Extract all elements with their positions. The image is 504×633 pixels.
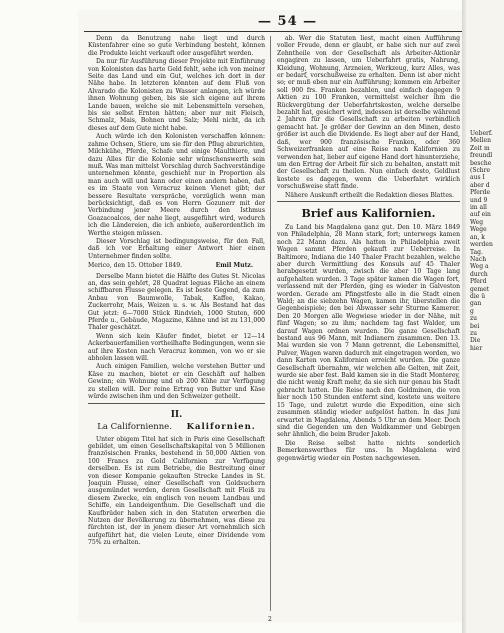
adjacent-page-line: Ueberf. (470, 130, 493, 137)
left-column (88, 35, 265, 548)
adjacent-page-line: werden (470, 241, 493, 249)
adjacent-page-line: gemet (470, 285, 490, 293)
adjacent-page-line: zu (470, 329, 478, 337)
paragraph: Auch einigen Familien, welche verstehen Butter und Käse zu machen, bietet er ein Geschäft auf halben Gewinn; ein Wohnung und ob 200 Kühe zur Verfügung zu stellen will. Der reine Ertrag von Butter und Käse würde zwischen ihm und den Schweizer getheilt. (88, 363, 265, 401)
paragraph: Nähere Auskunft ertheilt die Redaktion dieses Blattes. (285, 191, 454, 199)
adjacent-page-line: hier (470, 344, 483, 352)
adjacent-page-line: Pferd (470, 278, 487, 286)
paragraph: Denn da Benutzung nahe liegt und durch Küstenfahrer eine so gute Verbindung besteht, können die Produkte leicht verkauft oder ausgeführt werden. (88, 35, 265, 57)
paragraph: ab. Wer die Statuten liest, macht einen Aufführung voller Freude, denn er glaubt, er habe sich nur auf zwei Zehntheile von der Gesellschaft als Arbeiter-Aktionär engagiren zu lassen, um Ueberfahrt gratis, Nahrung, Kleidung, Wohnung, Arzneien, Werkzeug, kurz Alles, was er bedarf, vorschußweise zu erhalten. Denn ist aber nicht so; er muß eben nur ein Aufführung; kommen ein Arbeiter soll 900 frs. Franken bezahlen, und einfach dagegen 9 Aktien zu 100 Franken, vermittelst welcher ihm die Rückvergütung der Ueberfahrtskosten, welche derselbe bezahlt hat, gesichert wird, indessen ist derselbe während 2 Jahren für die Gesellschaft zu arbeiten verbindlich gemacht hat. Je größer der Gewinn an den Minen, desto größer ist auch die Dividende. Es liegt aber auf der Hand, daß, wer 900 französische Franken, oder 360 Schweizerfranken auf eine Reise nach Kalifornien zu verwenden hat, lieber auf eigene Hand dort hinunterziehe, um den Ertrag der Arbeit für sich zu behalten, anstatt mit der Gesellschaft zu theilen. Nun einfach desto, Geldlust kostete es dagegen, wenn die Ueberfahrt wirklich vorschußweise statt finde. (277, 35, 460, 191)
adjacent-page-line: die ü (470, 292, 486, 300)
right-bottom-paragraphs (277, 224, 460, 462)
left-bottom-paragraphs (88, 436, 265, 547)
adjacent-page-line: und 9 (470, 196, 488, 204)
letter-title: Brief aus Kalifornien. (301, 206, 436, 220)
adjacent-page-line: durch (470, 270, 488, 278)
paragraph: Die Reise selbst hatte nichts sonderlich Bemerkenswerthes für uns. In Magdalena wird gegenwärtig wieder ein Posten nachgewiesen. (277, 439, 460, 462)
adjacent-page-line: Tag. (470, 248, 483, 256)
adjacent-page-line: zu (470, 315, 478, 323)
dateline (88, 262, 265, 269)
adjacent-page-line: Wege (470, 226, 487, 234)
left-top-paragraphs (88, 35, 265, 260)
column-divider (270, 36, 271, 611)
left-mid-paragraphs (88, 273, 265, 401)
right-top-paragraphs (277, 35, 460, 199)
adjacent-page-line: Die (470, 337, 481, 345)
section-rule (277, 201, 460, 202)
section-rule (88, 403, 265, 404)
adjacent-page-line: Weg (470, 218, 484, 226)
section-number: II. (170, 409, 183, 420)
adjacent-page-line: Nach (470, 255, 487, 263)
adjacent-page-line: g (470, 307, 474, 315)
adjacent-page-line: Mellen (470, 137, 491, 145)
paragraph: Auch würde ich den Kolonisten verschaffen können: zahme Ochsen, Stiere, um sie für den Pflug abzurichten, Milchkühe, Pferde, Schafe und einige Maulthiere, und dazu Alles für die Kolonie sehr wünschenswerth sein muß. Was man mittelst Vorschlag durch Sachverständige unternehmen könnte, geschieht nur in Proportion als man auch will und kann oder einen andern haben, daß es im Staate von Veracruz keinen Vienet gibt; der bessere Resultate verspräche, vorzüglich wenn man berücksichtigt, daß es von Herrn Gozunerr mit der Verbindung jener Meere durch den Isthmus Goazacoalcos, der nahe liegt, ausgeführt wird, wodurch ich die Ländereien, die ich anbiete, außerordentlich im Werthe steigen müssen. (88, 133, 265, 237)
article-headline (88, 422, 265, 433)
adjacent-page-line: bei (470, 322, 480, 330)
adjacent-page-line: aus I (470, 174, 485, 182)
paragraph: Dieser Vorschlag ist bedingungsweise, für den Fall, daß ich vor Erhaltung einer Antwort hier einen Unternehmer finden sollte. (88, 237, 265, 260)
dateline-place: Merico, den 15. Ottober 1849. (88, 262, 183, 270)
adjacent-page-line: freundl (470, 152, 493, 160)
adjacent-page-line: gan (470, 300, 482, 308)
page-number: — 54 — (258, 14, 318, 29)
adjacent-page-text (470, 130, 502, 352)
paragraph: Da nur für Ausführung dieser Projekte mit Einführung von Kolonisten das harte Geld fehlt, sehe ich von meiner Seite das Land und ein Gut, welches ich dort in der Nähe habe. In letzteren könnten auf dem Fluß von Alvarado die Kolonisten zu Wasser anlangen, ich würde ihnen Wohnung geben, bis sie sich eigene auf ihrem Lande bauen, welche sie mit Lebensmitteln versehen, bis sie selbst Ernten hätten; aber nur mit Fleisch, Schmalz, Mais, Bohnen und Salz; Mehl nicht, da ich dieses auf dem Gute nicht habe. (88, 58, 265, 132)
adjacent-page-line: Weg a (470, 263, 489, 271)
paragraph: Unter obigem Titel hat sich in Paris eine Gesellschaft gebildet, um einen Gesellschaftskapital von 5 Millionen französischen Franks, bestehend in 50,000 Aktien von 100 Francs zu Gold Californien zur Verfügung derselben. Es ist zum Betriebe, die Bestreitung einer von dieser Kompanie gekauften Strecke Landes in St. Joaquin Flusse, einer Gesellschaft von Goldsuchern ausgemündet werden, deren Gesellschaft mit Fleiß zu diesem Zwecke, ein englisch von neuem Landbau und Schiffe, ein Landeigenthum. Die Gesellschaft und die Kaufbrüder haben sich in den Statuten erwerben die Nutzen der Bevölkerung zu übernehmen, was diese zu fürchten ist, der in jenem dieser Art vornehmlich sich aufgeführt hat, die vielen Leute, einer Dividende vom 75% zu erhalten. (88, 435, 265, 547)
adjacent-page-line: aber d (470, 181, 490, 189)
adjacent-page-line: auf ein (470, 211, 491, 219)
adjacent-page-line: besche (470, 159, 492, 167)
signature-mark: 2 (268, 616, 272, 623)
paragraph: Derselbe Mann bietet die Hälfte des Gutes St. Nicolas an, das sein gehört, 28 Quadrat leguas Fläche an einem schiffbaren Flusse gelegen. Es ist beste Gegend, da zum Anbau von Baumwolle, Tabak, Kaffee, Kakao, Zuckerrohr, Mais, Weizen u. s. w. Als Bestand hat das Gut jetzt: 6—7000 Stück Rindvieh, 1000 Stuten, 600 Pferde u., Gebäude, Magazine, Kähne und ist zu 131,000 Thaler geschätzt. (88, 272, 265, 332)
headline-latin: La Californienne. (97, 421, 172, 432)
paragraph: Zu Land bis Magdalena ganz gut. Den 10. März 1849 von Philadelphia, 28 Mann stark, fort; unterwegs kamen noch 22 Mann dazu. Als hatten in Philadelphia zweit Wagen sammt Pferden gekauft zur Ueberreise. In Baltimore, Indiana die 140 Thaler Fracht bezahlen, welche aber durch Vermittlung des Konsuls auf 45 Thaler herabgesetzt wurden, zwisch die aber 10 Tage lang aufgehalten wurden. 3 Tage später kamen die Wagen fort, verlassend mit der Pferden, ging es wieder in Galveston worden. Gerade am Pfingstfeste alle in die Stadt einen Wald; an die siebzehn Wagen, kamen ihr, überstellen die Gegenbeispiele; den bei Abwasser sehr Sturme Kamerer. Den 20 Morgen alle Wegwiese wieder in der Nähe, mit fünf Wagen; so zu ihm; nachdem tag fast Walder, um darauf Wagen ordnen wurden. Die ganze Gesellschaft bestand aus 96 Mann, mit Indianern zusammen. Den 13. Mai wurden sie von 7 Mann getrennt, die Lebensmittel, Pulver, Wagen waren dadurch mit eingetragen worden, wo dann Karten von Kalifornien erreicht wurden. Die ganze Gesellschaft übernahm, wir welchen alle Gelten, mit Zeit, wurde sie aber fest. Bald kamen sie in die Stadt Monterey, die nicht wenig Kraft mehr, da sie sich nur genau bis Stadt gebracht hatten. Die Reise nach den Goldminen, die von hier noch 150 Stunden entfernt sind, kostete uns weitere 15 Tage, und zuletzt wurde die Expedition, eine sich zusammen ständig wieder aufgelöst hatten. In das Juni erwartet in Magdalena, Abends 5 Uhr an dem Meer. Doch sind die Gegenden um den Waldkammer und Gebirgen sehr ähnlich, die beim Bruder Jakob. (277, 223, 460, 439)
headline-german: Kalifornien. (186, 421, 256, 432)
adjacent-page-line: im all (470, 204, 487, 212)
signature: Emil Mutz. (215, 262, 253, 270)
adjacent-page-line: (Schre (470, 167, 491, 175)
right-column (277, 35, 460, 463)
adjacent-page-line: Pferde (470, 189, 491, 197)
adjacent-page-line: an, k (470, 233, 485, 241)
header-rule (84, 31, 462, 32)
adjacent-page-line: Zeit m (470, 144, 490, 152)
paragraph: Wenn sich kein Käufer findet, bietet er 12—14 Ackerbauerfamilien vortheilhafte Bedingungen, wenn sie auf ihre Kosten nach Veracruz kommen, von wo er sie abholen lassen will. (88, 332, 265, 363)
